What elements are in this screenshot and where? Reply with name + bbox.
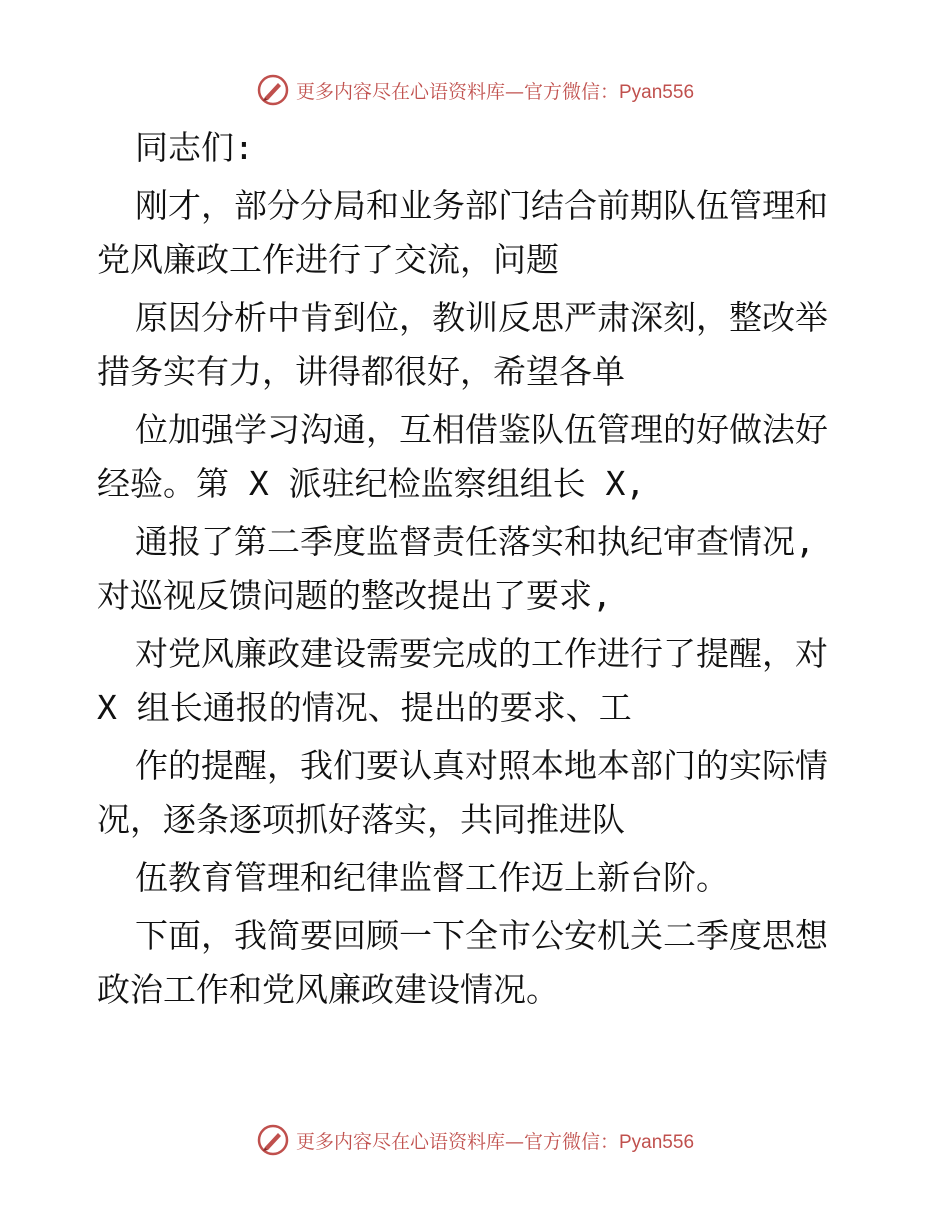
paragraph-line: 措务实有力，讲得都很好，希望各单 — [97, 352, 625, 391]
paragraph-line: 位加强学习沟通，互相借鉴队伍管理的好做法好 — [135, 410, 828, 449]
document-body — [97, 125, 857, 1025]
watermark-text: 更多内容尽在心语资料库—官方微信：Pyan556 — [295, 1130, 695, 1153]
paragraph-line: 党风廉政工作进行了交流，问题 — [97, 240, 559, 279]
watermark-text: 更多内容尽在心语资料库—官方微信：Pyan556 — [295, 80, 695, 103]
paragraph-line: 伍教育管理和纪律监督工作迈上新台阶。 — [135, 858, 729, 897]
paragraph-line: 同志们: — [135, 128, 254, 167]
paragraph-line: 作的提醒，我们要认真对照本地本部门的实际情 — [135, 746, 828, 785]
paragraph-line: 原因分析中肯到位，教训反思严肃深刻，整改举 — [135, 298, 828, 337]
paragraph-line: 通报了第二季度监督责任落实和执纪审查情况, — [135, 522, 815, 561]
pen-logo-icon — [256, 73, 290, 107]
paragraph-line: 政治工作和党风廉政建设情况。 — [97, 970, 559, 1009]
paragraph-line: X 组长通报的情况、提出的要求、工 — [97, 688, 632, 727]
paragraph-line: 经验。第 X 派驻纪检监察组组长 X, — [97, 464, 646, 503]
watermark-footer — [0, 1120, 950, 1160]
watermark-header — [0, 70, 950, 110]
pen-logo-icon — [256, 1123, 290, 1157]
paragraph-line: 下面，我简要回顾一下全市公安机关二季度思想 — [135, 916, 828, 955]
paragraph-line: 况，逐条逐项抓好落实，共同推进队 — [97, 800, 625, 839]
paragraph-line: 对党风廉政建设需要完成的工作进行了提醒，对 — [135, 634, 828, 673]
paragraph-line: 对巡视反馈问题的整改提出了要求, — [97, 576, 612, 615]
paragraph-line: 刚才，部分分局和业务部门结合前期队伍管理和 — [135, 186, 828, 225]
